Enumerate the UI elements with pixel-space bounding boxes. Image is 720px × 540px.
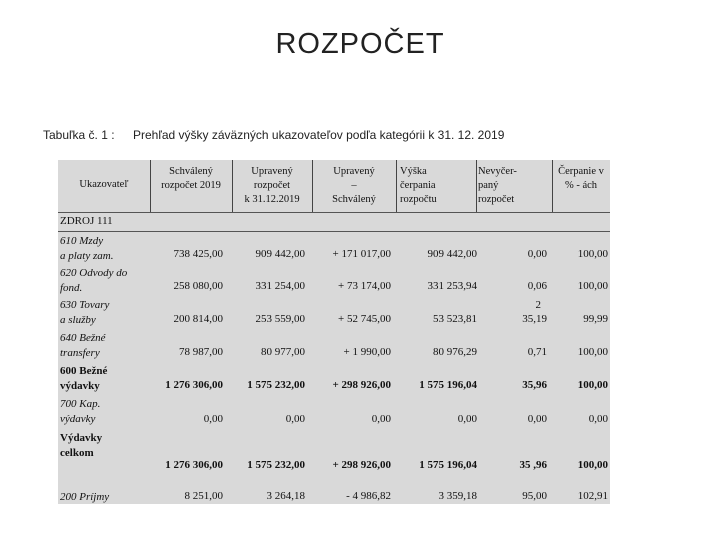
cell-drawn: 1 575 196,04 (419, 459, 477, 471)
cell-approved: 200 814,00 (173, 313, 223, 325)
header-difference: Upravený – Schválený (332, 166, 376, 205)
cell-adjusted: 1 575 232,00 (247, 379, 305, 391)
row-label (60, 298, 148, 328)
header-approved: Schválený rozpočet 2019 (161, 166, 221, 191)
cell-pct: 100,00 (577, 379, 608, 391)
header-indicator: Ukazovateľ (79, 179, 129, 190)
cell-adjusted: 80 977,00 (261, 346, 305, 358)
row-label (60, 364, 148, 394)
cell-undrawn: 0,00 (527, 413, 547, 425)
cell-pct: 100,00 (577, 459, 608, 471)
row-label-line: 700 Kap. (60, 398, 101, 410)
cell-undrawn: 0,06 (527, 280, 547, 292)
table-description: Prehľad výšky záväzných ukazovateľov podľa kategórii k 31. 12. 2019 (133, 128, 505, 142)
cell-approved: 1 276 306,00 (165, 379, 223, 391)
cell-pct: 102,91 (577, 490, 608, 502)
row-label (60, 431, 148, 461)
cell-drawn: 1 575 196,04 (419, 379, 477, 391)
cell-adjusted: 253 559,00 (255, 313, 305, 325)
row-label (60, 331, 148, 361)
row-label (60, 266, 148, 296)
cell-diff: + 1 990,00 (343, 346, 391, 358)
row-label (60, 397, 148, 427)
cell-undrawn: 95,00 (522, 490, 547, 502)
row-label (60, 234, 148, 264)
cell-adjusted: 1 575 232,00 (247, 459, 305, 471)
row-label-line: výdavky (60, 413, 96, 425)
row-label-line: celkom (60, 447, 94, 459)
row-label (60, 490, 148, 505)
cell-adjusted: 0,00 (285, 413, 305, 425)
cell-undrawn: 35 ,96 (519, 459, 547, 471)
cell-diff: + 298 926,00 (332, 459, 391, 471)
row-label-line: Výdavky (60, 432, 103, 444)
page-title: ROZPOČET (275, 28, 445, 60)
cell-approved: 738 425,00 (173, 248, 223, 260)
row-label-line: a platy zam. (60, 250, 114, 262)
cell-diff: + 298 926,00 (332, 379, 391, 391)
cell-approved: 0,00 (203, 413, 223, 425)
cell-drawn: 0,00 (457, 413, 477, 425)
cell-undrawn: 0,00 (527, 248, 547, 260)
cell-approved: 78 987,00 (179, 346, 223, 358)
cell-line: 2 (535, 299, 541, 311)
row-label-line: transfery (60, 347, 100, 359)
header-undrawn: Nevyčer- paný rozpočet (478, 166, 517, 205)
cell-approved: 8 251,00 (184, 490, 223, 502)
cell-drawn: 331 253,94 (427, 280, 477, 292)
cell-undrawn: 35,96 (522, 379, 547, 391)
cell-undrawn: 0,71 (527, 346, 547, 358)
table-number: Tabuľka č. 1 : (43, 128, 115, 142)
cell-diff: - 4 986,82 (346, 490, 391, 502)
row-label-line: 610 Mzdy (60, 235, 104, 247)
cell-adjusted: 3 264,18 (266, 490, 305, 502)
cell-pct: 100,00 (577, 248, 608, 260)
header-percent: Čerpanie v % - ách (558, 166, 604, 191)
cell-diff: 0,00 (371, 413, 391, 425)
cell-diff: + 73 174,00 (338, 280, 391, 292)
header-drawn: Výška čerpania rozpočtu (400, 166, 437, 205)
cell-drawn: 53 523,81 (433, 313, 477, 325)
cell-drawn: 909 442,00 (427, 248, 477, 260)
cell-drawn: 3 359,18 (438, 490, 477, 502)
row-label-line: fond. (60, 282, 83, 294)
row-label-line: 200 Príjmy (60, 491, 110, 503)
row-label-line: 620 Odvody do (60, 267, 128, 279)
header-adjusted: Upravený rozpočet k 31.12.2019 (244, 166, 300, 205)
cell-approved: 258 080,00 (173, 280, 223, 292)
cell-adjusted: 909 442,00 (255, 248, 305, 260)
row-label-line: 630 Tovary (60, 299, 110, 311)
section-label: ZDROJ 111 (60, 215, 113, 227)
cell-adjusted: 331 254,00 (255, 280, 305, 292)
cell-pct: 99,99 (583, 313, 608, 325)
cell-diff: + 52 745,00 (338, 313, 391, 325)
cell-undrawn (477, 298, 547, 326)
cell-approved: 1 276 306,00 (165, 459, 223, 471)
row-label-line: a služby (60, 314, 96, 326)
cell-pct: 100,00 (577, 346, 608, 358)
row-label-line: výdavky (60, 380, 100, 392)
row-label-line: 640 Bežné (60, 332, 106, 344)
budget-table (58, 160, 610, 504)
cell-diff: + 171 017,00 (332, 248, 391, 260)
cell-drawn: 80 976,29 (433, 346, 477, 358)
cell-pct: 0,00 (588, 413, 608, 425)
cell-line: 35,19 (522, 313, 547, 325)
cell-pct: 100,00 (577, 280, 608, 292)
row-label-line: 600 Bežné (60, 365, 108, 377)
